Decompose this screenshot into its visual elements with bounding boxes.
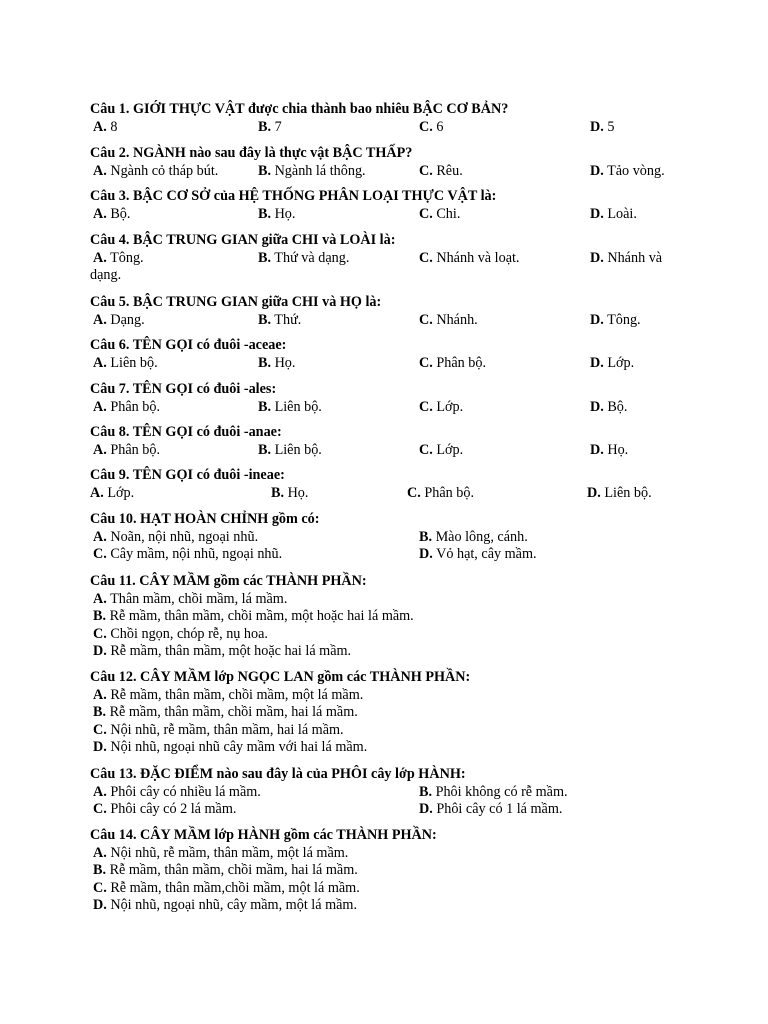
- option-text: Chồi ngọn, chóp rễ, nụ hoa.: [106, 625, 268, 642]
- option-letter: A.: [93, 118, 107, 135]
- option-letter: D.: [93, 739, 107, 755]
- option-letter: A.: [90, 484, 104, 501]
- option-letter: B.: [93, 704, 107, 720]
- option-c: [419, 119, 443, 137]
- option-letter: C.: [419, 162, 433, 179]
- option-letter: A.: [93, 162, 107, 179]
- option-text: Cây mầm, nội nhũ, ngoại nhũ.: [106, 546, 283, 562]
- option-a: [93, 119, 117, 137]
- option-letter: A.: [93, 398, 107, 415]
- question-5: [90, 294, 690, 329]
- option-a: [93, 206, 130, 224]
- option-a: [90, 591, 690, 609]
- question-1: [90, 101, 690, 136]
- option-letter: C.: [93, 879, 107, 896]
- option-text: Phôi cây có 1 lá mầm.: [432, 801, 563, 817]
- option-letter: C.: [93, 546, 107, 562]
- question-title: Câu 3. BẬC CƠ SỞ của HỆ THỐNG PHÂN LOẠI THỰC VẬT là:: [90, 188, 497, 204]
- option-b: [90, 704, 690, 722]
- option-letter: C.: [419, 311, 433, 328]
- option-letter: C.: [419, 354, 433, 371]
- option-b: [90, 862, 690, 880]
- option-text: Họ.: [603, 441, 629, 458]
- option-letter: B.: [93, 608, 107, 624]
- question-2: [90, 145, 690, 180]
- question-title: Câu 9. TÊN GỌI có đuôi -ineae:: [90, 467, 285, 483]
- option-letter: C.: [407, 484, 421, 501]
- option-text: Lớp.: [103, 484, 135, 501]
- option-d: [419, 801, 562, 819]
- option-a: [93, 442, 160, 460]
- option-letter: A.: [93, 311, 107, 328]
- option-c: [90, 880, 690, 898]
- option-d: [90, 739, 690, 757]
- question-title: Câu 1. GIỚI THỰC VẬT được chia thành bao nhiêu BẬC CƠ BẢN?: [90, 101, 509, 117]
- option-letter: B.: [258, 398, 272, 415]
- option-letter: D.: [590, 354, 604, 371]
- option-letter: B.: [258, 354, 272, 371]
- question-14: [90, 827, 690, 915]
- option-a: [93, 163, 218, 181]
- option-a: [90, 485, 134, 503]
- question-title: Câu 8. TÊN GỌI có đuôi -anae:: [90, 424, 282, 440]
- options-row: [90, 546, 690, 564]
- option-b: [258, 312, 301, 330]
- option-text: Phân bộ.: [420, 484, 474, 501]
- option-letter: D.: [93, 897, 107, 913]
- option-d: [419, 546, 537, 564]
- option-a: [93, 529, 258, 547]
- option-letter: B.: [258, 311, 272, 328]
- options-row: [90, 163, 690, 181]
- option-d: [587, 485, 652, 503]
- option-d: [90, 643, 690, 661]
- question-title: Câu 12. CÂY MẦM lớp NGỌC LAN gồm các THÀNH PHẦN:: [90, 669, 471, 685]
- option-d: [590, 163, 665, 181]
- option-text: Loài.: [603, 205, 637, 222]
- option-letter: C.: [419, 118, 433, 135]
- option-b: [258, 119, 282, 137]
- options-row: [90, 312, 690, 330]
- option-text: Lớp.: [432, 441, 464, 458]
- option-text: Rễ mầm, thân mầm,chồi mầm, một lá mầm.: [106, 879, 360, 896]
- question-title: Câu 6. TÊN GỌI có đuôi -aceae:: [90, 337, 287, 353]
- option-b: [258, 206, 295, 224]
- question-11: [90, 573, 690, 661]
- option-text: Rêu.: [432, 162, 463, 179]
- question-3: [90, 188, 690, 223]
- option-letter: A.: [93, 354, 107, 371]
- option-text: Họ.: [284, 484, 309, 501]
- question-9: [90, 467, 690, 502]
- option-c: [419, 250, 519, 268]
- question-4: [90, 232, 690, 285]
- option-a: [93, 355, 158, 373]
- question-8: [90, 424, 690, 459]
- option-text: Liên bộ.: [106, 354, 158, 371]
- question-10: [90, 511, 690, 564]
- option-letter: C.: [93, 625, 107, 642]
- option-letter: C.: [419, 441, 433, 458]
- option-letter: A.: [93, 205, 107, 222]
- option-c: [419, 206, 460, 224]
- option-letter: A.: [93, 590, 107, 607]
- option-letter: B.: [271, 484, 285, 501]
- options-row: [90, 442, 690, 460]
- option-b: [419, 784, 568, 802]
- option-letter: B.: [93, 862, 107, 878]
- option-c: [419, 163, 463, 181]
- option-a: [90, 687, 690, 705]
- option-a: [93, 250, 144, 268]
- option-text: Họ.: [271, 205, 296, 222]
- option-d: [590, 250, 662, 268]
- option-c: [419, 355, 486, 373]
- options-row: [90, 206, 690, 224]
- options-row: [90, 784, 690, 802]
- option-a: [93, 312, 145, 330]
- option-text: Ngành lá thông.: [271, 162, 366, 179]
- option-letter: D.: [419, 801, 433, 817]
- option-letter: D.: [590, 205, 604, 222]
- option-text: Rễ mầm, thân mầm, chồi mầm, một lá mầm.: [106, 686, 364, 703]
- question-title: Câu 13. ĐẶC ĐIỂM nào sau đây là của PHÔI cây lớp HÀNH:: [90, 766, 466, 782]
- option-text: 6: [432, 118, 444, 135]
- option-c: [90, 626, 690, 644]
- option-b: [258, 163, 366, 181]
- option-d: [90, 897, 690, 915]
- option-text: Nội nhũ, ngoại nhũ, cây mầm, một lá mầm.: [106, 897, 358, 913]
- option-letter: B.: [258, 205, 272, 222]
- question-6: [90, 337, 690, 372]
- question-title: Câu 5. BẬC TRUNG GIAN giữa CHI và HỌ là:: [90, 294, 382, 310]
- option-d: [590, 399, 627, 417]
- option-text: Thân mầm, chồi mầm, lá mầm.: [106, 590, 288, 607]
- option-text: Tông.: [106, 249, 144, 266]
- option-text: Phân bộ.: [106, 441, 160, 458]
- option-text: Rễ mầm, thân mầm, một hoặc hai lá mầm.: [106, 643, 352, 659]
- option-text: Thứ.: [271, 311, 302, 328]
- option-letter: B.: [258, 441, 272, 458]
- option-b: [90, 608, 690, 626]
- option-a: [93, 399, 160, 417]
- option-letter: A.: [93, 783, 107, 800]
- option-letter: A.: [93, 844, 107, 861]
- option-b: [271, 485, 308, 503]
- option-text: Tảo vòng.: [603, 162, 665, 179]
- option-letter: D.: [590, 311, 604, 328]
- option-text: Nội nhũ, rễ mầm, thân mầm, một lá mầm.: [106, 844, 349, 861]
- option-text: Liên bộ.: [600, 484, 652, 501]
- option-text: Nhánh và: [603, 249, 663, 266]
- option-letter: D.: [590, 162, 604, 179]
- question-13: [90, 766, 690, 819]
- option-text: Chi.: [432, 205, 461, 222]
- option-letter: A.: [93, 249, 107, 266]
- option-text: Noãn, nội nhũ, ngoại nhũ.: [106, 528, 259, 545]
- option-d: [590, 442, 628, 460]
- options-row: [90, 485, 690, 503]
- option-c: [93, 801, 236, 819]
- option-text: Tông.: [603, 311, 641, 328]
- option-text: Nhánh.: [432, 311, 478, 328]
- option-text: Lớp.: [603, 354, 635, 371]
- option-letter: A.: [93, 441, 107, 458]
- question-12: [90, 669, 690, 757]
- option-d: [590, 355, 634, 373]
- option-text: Rễ mầm, thân mầm, chồi mầm, hai lá mầm.: [106, 862, 358, 878]
- options-row: [90, 355, 690, 373]
- option-letter: D.: [590, 118, 604, 135]
- question-title: Câu 10. HẠT HOÀN CHỈNH gồm có:: [90, 511, 320, 527]
- option-letter: A.: [93, 528, 107, 545]
- option-text: 7: [271, 118, 282, 135]
- option-text: Lớp.: [432, 398, 464, 415]
- option-letter: D.: [590, 249, 604, 266]
- option-text: Rễ mầm, thân mầm, chồi mầm, hai lá mầm.: [106, 704, 358, 720]
- option-b: [258, 250, 349, 268]
- option-d: [590, 206, 637, 224]
- option-letter: D.: [590, 398, 604, 415]
- option-text: Phân bộ.: [106, 398, 160, 415]
- option-text: Mào lông, cánh.: [432, 528, 528, 545]
- option-letter: C.: [93, 721, 107, 738]
- option-text: Rễ mầm, thân mầm, chồi mầm, một hoặc hai lá mầm.: [106, 608, 414, 624]
- option-text: Phôi cây có 2 lá mầm.: [106, 801, 237, 817]
- option-letter: D.: [93, 643, 107, 659]
- options-row: [90, 119, 690, 137]
- option-text: Phôi không có rễ mầm.: [432, 783, 568, 800]
- option-letter: C.: [419, 398, 433, 415]
- option-letter: B.: [419, 783, 433, 800]
- question-title: Câu 4. BẬC TRUNG GIAN giữa CHI và LOÀI là:: [90, 232, 396, 248]
- option-c: [90, 722, 690, 740]
- option-text: Ngành cỏ tháp bút.: [106, 162, 219, 179]
- option-letter: D.: [587, 484, 601, 501]
- option-text: Vỏ hạt, cây mầm.: [432, 546, 537, 562]
- option-text: Bộ.: [603, 398, 628, 415]
- option-text: Dạng.: [106, 311, 145, 328]
- option-c: [419, 399, 463, 417]
- option-text: Phân bộ.: [432, 354, 486, 371]
- options-row: [90, 529, 690, 547]
- option-c: [419, 312, 478, 330]
- option-d-continuation: dạng.: [90, 267, 122, 283]
- option-b: [419, 529, 528, 547]
- option-text: Thứ và dạng.: [271, 249, 350, 266]
- option-text: Nội nhũ, ngoại nhũ cây mầm với hai lá mầm.: [106, 739, 368, 755]
- question-title: Câu 2. NGÀNH nào sau đây là thực vật BẬC THẤP?: [90, 145, 413, 161]
- question-7: [90, 381, 690, 416]
- option-letter: D.: [590, 441, 604, 458]
- options-row: [90, 801, 690, 819]
- option-letter: D.: [419, 546, 433, 562]
- option-letter: A.: [93, 686, 107, 703]
- option-letter: B.: [258, 162, 272, 179]
- option-text: 8: [106, 118, 118, 135]
- question-title: Câu 11. CÂY MẦM gồm các THÀNH PHẦN:: [90, 573, 367, 589]
- option-text: Phôi cây có nhiều lá mầm.: [106, 783, 261, 800]
- option-a: [93, 784, 261, 802]
- question-title: Câu 14. CÂY MẦM lớp HÀNH gồm các THÀNH PHẦN:: [90, 827, 437, 843]
- option-text: Nội nhũ, rễ mầm, thân mầm, hai lá mầm.: [106, 721, 344, 738]
- options-row: [90, 399, 690, 417]
- option-letter: C.: [93, 801, 107, 817]
- option-a: [90, 845, 690, 863]
- option-c: [407, 485, 474, 503]
- option-letter: C.: [419, 249, 433, 266]
- option-letter: B.: [258, 118, 272, 135]
- options-row: [90, 250, 690, 268]
- option-b: [258, 355, 295, 373]
- option-letter: B.: [419, 528, 433, 545]
- option-b: [258, 399, 322, 417]
- option-letter: C.: [419, 205, 433, 222]
- option-text: Nhánh và loạt.: [432, 249, 520, 266]
- option-b: [258, 442, 322, 460]
- question-title: Câu 7. TÊN GỌI có đuôi -ales:: [90, 381, 277, 397]
- option-d: [590, 119, 614, 137]
- option-c: [93, 546, 282, 564]
- option-d: [590, 312, 641, 330]
- option-c: [419, 442, 463, 460]
- option-letter: B.: [258, 249, 272, 266]
- option-text: 5: [603, 118, 615, 135]
- option-text: Họ.: [271, 354, 296, 371]
- option-text: Liên bộ.: [271, 441, 322, 458]
- option-text: Liên bộ.: [271, 398, 322, 415]
- option-text: Bộ.: [106, 205, 131, 222]
